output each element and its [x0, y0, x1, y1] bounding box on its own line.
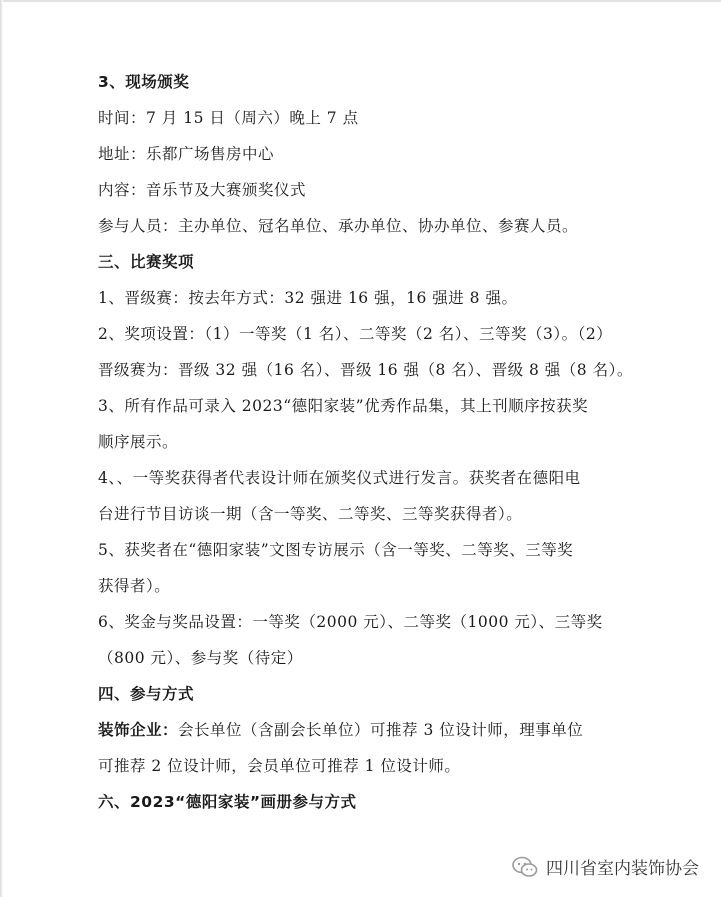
- enterprise-label: 装饰企业：: [98, 721, 179, 739]
- section-3-time: 时间：7 月 15 日（周六）晚上 7 点: [98, 109, 359, 127]
- part-4-title: 四、参与方式: [98, 685, 195, 703]
- part-3-title: 三、比赛奖项: [98, 253, 195, 271]
- top-border: [0, 0, 721, 2]
- award-item-6-line-1: 6、奖金与奖品设置：一等奖（2000 元）、二等奖（1000 元）、三等奖: [98, 613, 603, 631]
- section-3-participants: 参与人员：主办单位、冠名单位、承办单位、协办单位、参赛人员。: [98, 217, 579, 235]
- left-edge-shadow: [0, 0, 3, 897]
- award-item-2-line-2: 晋级赛为：晋级 32 强（16 名）、晋级 16 强（8 名）、晋级 8 强（8 名）。: [98, 361, 633, 379]
- award-item-4-line-2: 台进行节目访谈一期（含一等奖、二等奖、三等奖获得者）。: [98, 505, 523, 523]
- award-item-5-line-1: 5、获奖者在“德阳家装”文图专访展示（含一等奖、二等奖、三等奖: [98, 541, 574, 559]
- part-6-title: 六、2023“德阳家装”画册参与方式: [98, 793, 357, 811]
- enterprise-line-1-text: 会长单位（含副会长单位）可推荐 3 位设计师，理事单位: [178, 721, 584, 739]
- award-item-4-line-1: 4、、一等奖获得者代表设计师在颁奖仪式进行发言。获奖者在德阳电: [98, 469, 581, 487]
- enterprise-line-2: 可推荐 2 位设计师，会员单位可推荐 1 位设计师。: [98, 757, 461, 775]
- section-3-address: 地址：乐都广场售房中心: [98, 145, 275, 163]
- section-3-title: 3、现场颁奖: [98, 73, 190, 91]
- award-item-5-line-2: 获得者）。: [98, 577, 171, 595]
- award-item-2-line-1: 2、奖项设置：（1）一等奖（1 名）、二等奖（2 名）、三等奖（3）。（2）: [98, 325, 613, 343]
- award-item-1: 1、晋级赛：按去年方式：32 强进 16 强，16 强进 8 强。: [98, 289, 518, 307]
- award-item-3-line-1: 3、所有作品可录入 2023“德阳家装”优秀作品集，其上刊顺序按获奖: [98, 397, 589, 415]
- document-page: [98, 64, 633, 820]
- watermark-text: 四川省室内装饰协会: [546, 859, 699, 879]
- award-item-3-line-2: 顺序展示。: [98, 433, 179, 451]
- award-item-6-line-2: （800 元）、参与奖（待定）: [98, 649, 303, 667]
- wechat-icon: [512, 856, 538, 878]
- section-3-content: 内容：音乐节及大赛颁奖仪式: [98, 181, 307, 199]
- wechat-watermark: [512, 854, 699, 879]
- enterprise-line-1: [98, 712, 618, 748]
